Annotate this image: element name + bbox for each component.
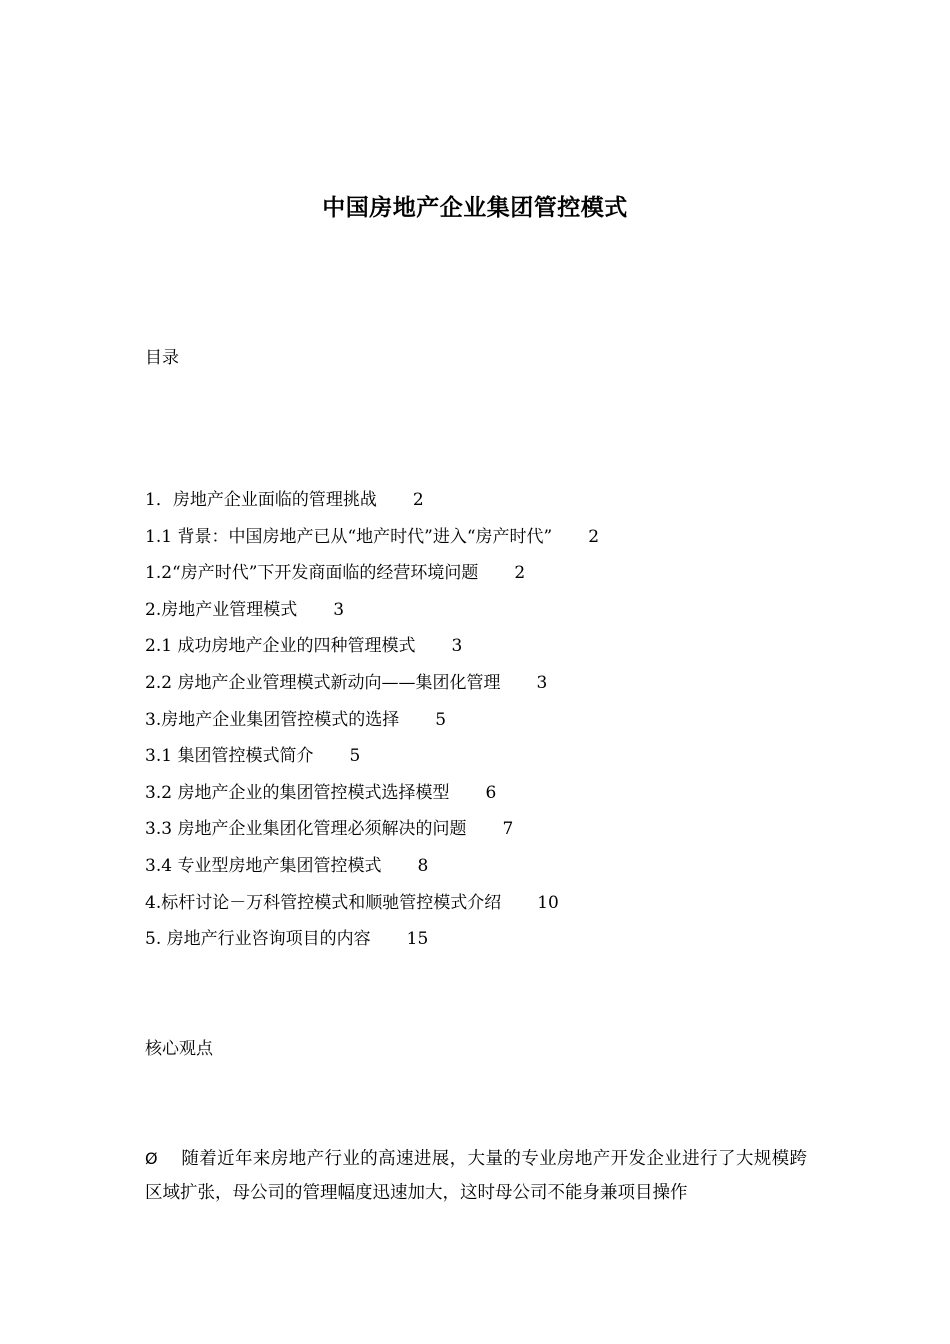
toc-item-page: 5: [349, 746, 361, 767]
table-of-contents: [145, 488, 845, 964]
toc-item-page: 2: [588, 526, 600, 547]
toc-heading: 目录: [145, 348, 179, 368]
toc-item[interactable]: [145, 891, 845, 928]
toc-item[interactable]: [145, 817, 845, 854]
toc-item[interactable]: [145, 561, 845, 598]
toc-item[interactable]: [145, 854, 845, 891]
toc-item-page: 2: [412, 490, 424, 510]
toc-item-text: 3.3 房地产企业集团化管理必须解决的问题: [145, 819, 467, 840]
toc-item[interactable]: [145, 671, 845, 708]
toc-item[interactable]: [145, 634, 845, 671]
toc-item-page: 6: [485, 782, 497, 803]
bullet-icon: Ø: [145, 1149, 158, 1168]
toc-item-text: 1.2“房产时代”下开发商面临的经营环境问题: [145, 563, 479, 584]
toc-item[interactable]: [145, 525, 845, 562]
toc-item[interactable]: [145, 488, 845, 525]
core-point-text: 随着近年来房地产行业的高速进展，大量的专业房地产开发企业进行了大规模跨区域扩张，母公司的管理幅度迅速加大，这时母公司不能身兼项目操作: [145, 1149, 807, 1203]
toc-item-page: 15: [406, 929, 429, 950]
toc-item-page: 10: [537, 892, 559, 913]
toc-item-page: 8: [417, 855, 429, 876]
toc-item-text: 3.4 专业型房地产集团管控模式: [145, 855, 382, 876]
toc-item[interactable]: [145, 598, 845, 635]
toc-item-page: 7: [502, 819, 514, 840]
toc-item-text: 2.2 房地产企业管理模式新动向——集团化管理: [145, 672, 501, 693]
toc-item-page: 2: [514, 563, 526, 584]
toc-item[interactable]: [145, 781, 845, 818]
core-points-heading: 核心观点: [145, 1039, 213, 1059]
toc-item-text: 3.房地产企业集团管控模式的选择: [145, 709, 400, 730]
core-point-paragraph: [145, 1142, 807, 1210]
toc-item[interactable]: [145, 708, 845, 745]
toc-item-text: 1．房地产企业面临的管理挑战: [145, 490, 377, 510]
toc-item-page: 3: [451, 636, 463, 657]
toc-item-text: 5. 房地产行业咨询项目的内容: [145, 929, 371, 950]
toc-item-text: 3.1 集团管控模式简介: [145, 746, 314, 767]
toc-item-page: 3: [333, 599, 345, 620]
toc-item[interactable]: [145, 927, 845, 964]
toc-item[interactable]: [145, 744, 845, 781]
toc-item-text: 1.1 背景：中国房地产已从“地产时代”进入“房产时代”: [145, 526, 553, 547]
toc-item-text: 4.标杆讨论－万科管控模式和顺驰管控模式介绍: [145, 892, 502, 913]
toc-item-page: 5: [435, 709, 447, 730]
toc-item-text: 2.房地产业管理模式: [145, 599, 298, 620]
toc-item-text: 3.2 房地产企业的集团管控模式选择模型: [145, 782, 450, 803]
document-title: 中国房地产企业集团管控模式: [322, 195, 628, 221]
toc-item-page: 3: [536, 672, 548, 693]
toc-item-text: 2.1 成功房地产企业的四种管理模式: [145, 636, 416, 657]
